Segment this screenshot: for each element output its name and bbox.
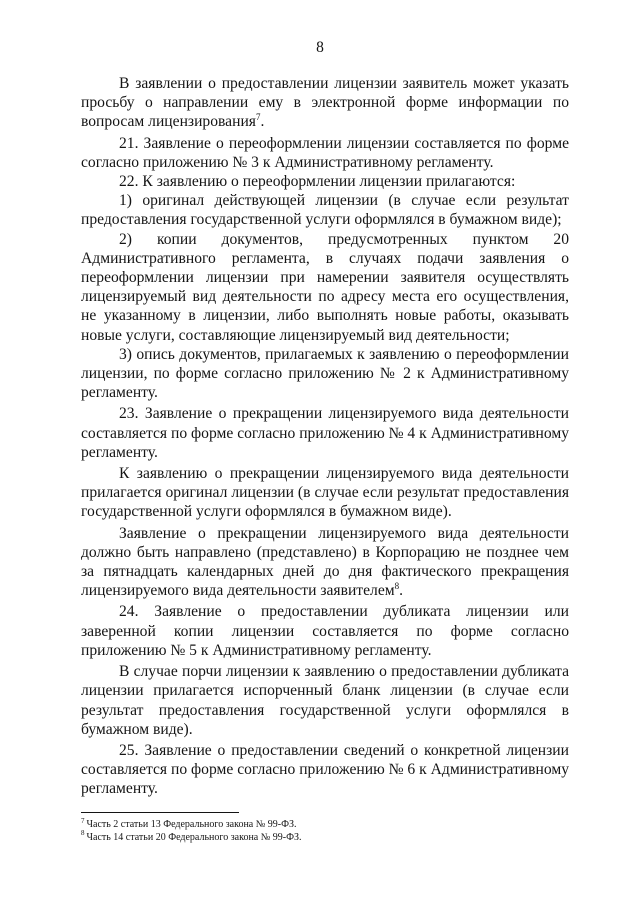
paragraph-25: 25. Заявление о предоставлении сведений о конкретной лицензии составляется по форме согласно приложению № 6 к Административному регламенту. [81, 741, 569, 798]
footnote-7: $^7$ Часть 2 статьи 13 Федерального закона № 99-ФЗ. [81, 816, 297, 830]
document-body [81, 74, 569, 799]
paragraph-22-item-3: 3) опись документов, прилагаемых к заявлению о переоформлении лицензии, по форме согласно приложению № 2 к Административному регламенту. [81, 345, 569, 402]
footnote-ref-7: 7 [255, 112, 261, 123]
paragraph-24: 24. Заявление о предоставлении дубликата лицензии или заверенной копии лицензии составляется по форме согласно приложению № 5 к Административному регламенту. [81, 603, 569, 659]
paragraph-21: 21. Заявление о переоформлении лицензии составляется по форме согласно приложению № 3 к Административному регламенту. [81, 134, 569, 171]
footnotes [81, 816, 569, 844]
paragraph-23: 23. Заявление о прекращении лицензируемого вида деятельности составляется по форме согласно приложению № 4 к Административному регламенту. [81, 405, 569, 461]
paragraph-24-damaged-license: В случае порчи лицензии к заявлению о предоставлении дубликата лицензии прилагается испорченный бланк лицензии (в случае если результат предоставления государственной услуги оформлялся в бумажном виде). [81, 663, 569, 738]
paragraph-22: 22. К заявлению о переоформлении лицензии прилагаются: [119, 173, 516, 191]
page-number: 8 [316, 39, 324, 56]
footnote-8: $^8$ Часть 14 статьи 20 Федерального закона № 99-ФЗ. [81, 829, 302, 843]
paragraph-22-item-1: 1) оригинал действующей лицензии (в случае если результат предоставления государственной услуги оформлялся в бумажном виде); [81, 192, 569, 229]
paragraph-23-deadline: Заявление о прекращении лицензируемого вида деятельности должно быть направлено (представлено) в Корпорацию не позднее чем за пятнадцать календарных дней до дня фактического прекращения лицензируемого вида деятельности заявителем$^8$. [81, 524, 569, 600]
footnote-ref-8: 8 [394, 581, 400, 592]
paragraph-22-item-2: 2) копии документов, предусмотренных пунктом 20 Административного регламента, в случаях подачи заявления о переоформлении лицензии при намерении заявителя осуществлять лицензируемый вид деятельности по адресу места его осуществления, не указанному в лицензии, либо выполнять новые работы, оказывать новые услуги, составляющие лицензируемый вид деятельности; [81, 230, 569, 344]
paragraph-23-attachment: К заявлению о прекращении лицензируемого вида деятельности прилагается оригинал лицензии (в случае если результат предоставления государственной услуги оформлялся в бумажном виде). [81, 465, 569, 521]
footnote-divider [81, 812, 239, 813]
paragraph-license-request-electronic-info: В заявлении о предоставлении лицензии заявитель может указать просьбу о направлении ему в электронной форме информации по вопросам лицензирования$^7$. [81, 75, 569, 131]
